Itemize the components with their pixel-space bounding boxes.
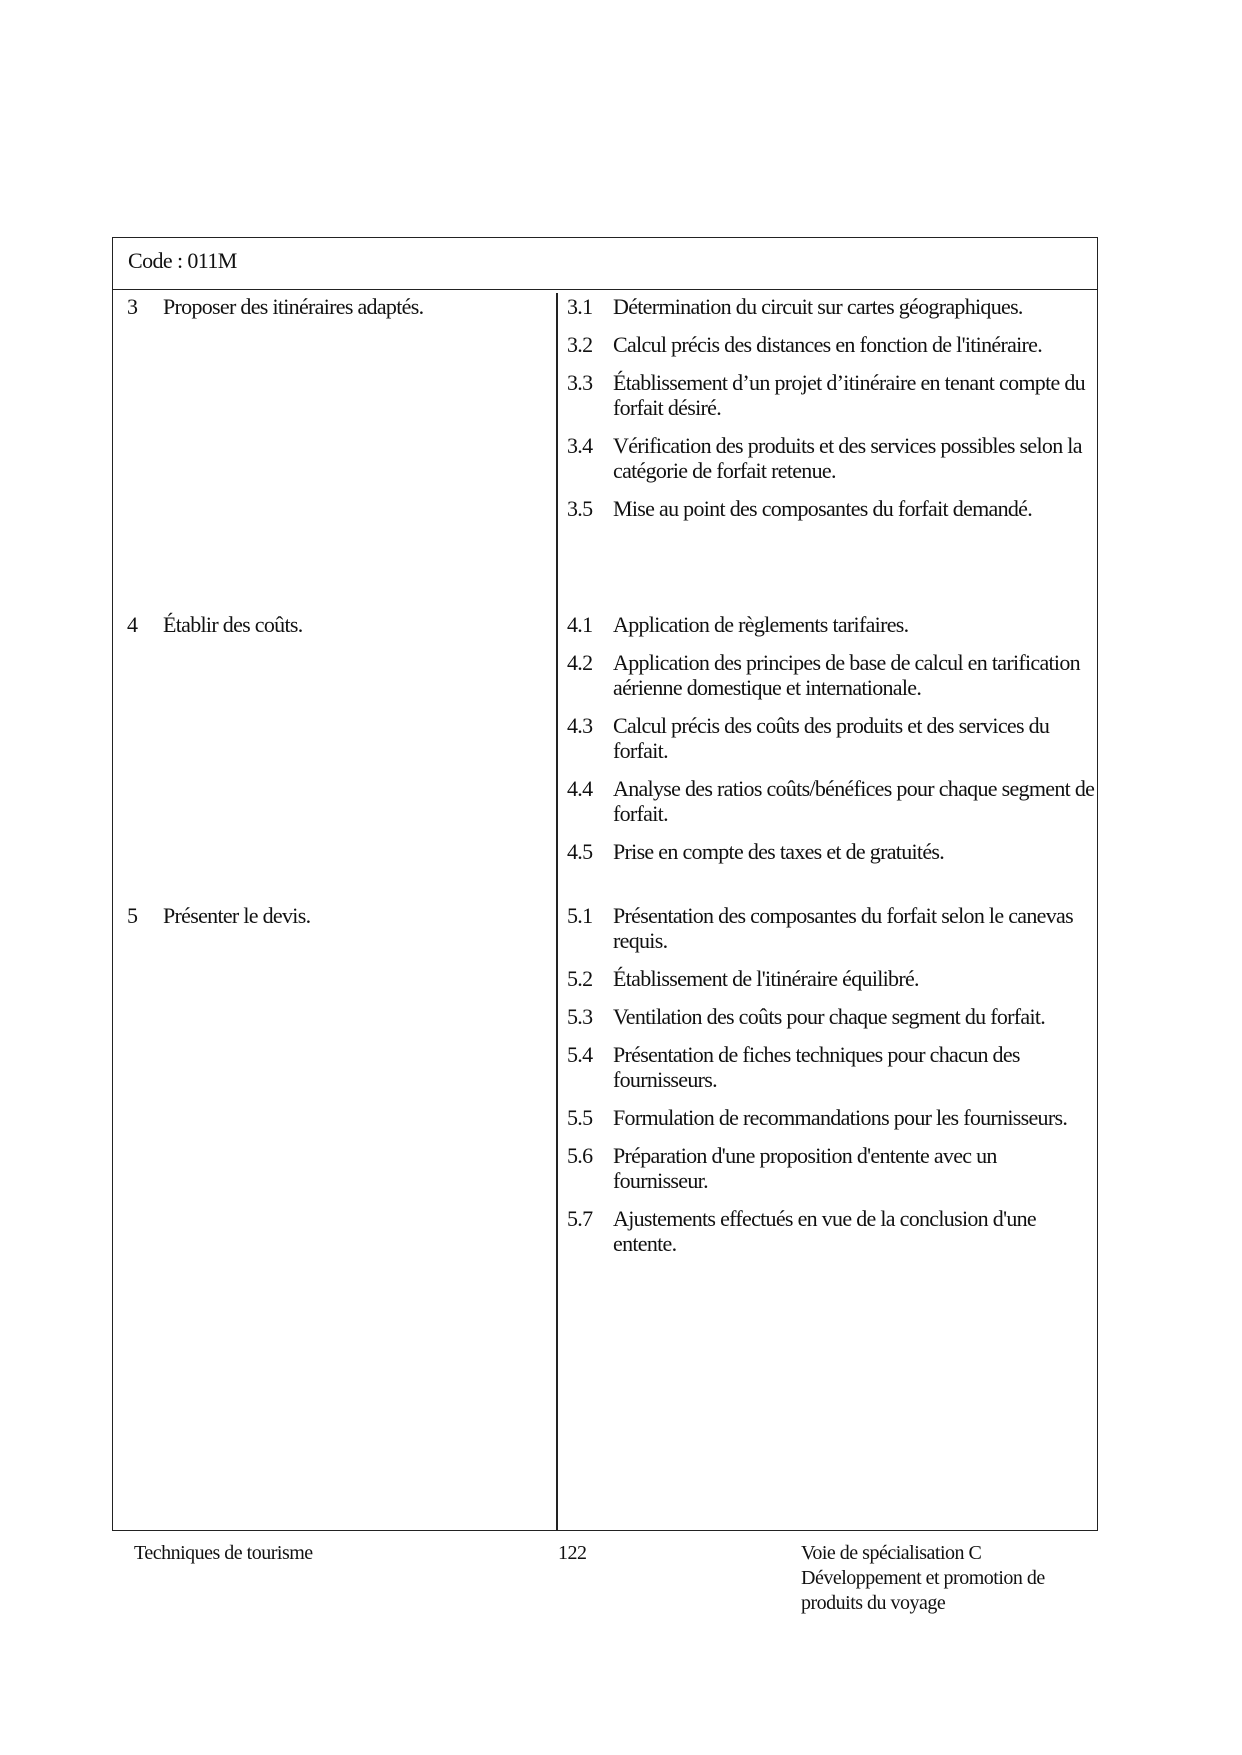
competency-label: Établir des coûts. xyxy=(163,612,303,637)
criterion-4-2: 4.2 Application des principes de base de calcul en tarification aérienne domestique et internationale. xyxy=(567,650,1080,700)
criterion-4-1: 4.1 Application de règlements tarifaires. xyxy=(567,612,909,637)
competency-3 xyxy=(127,294,423,320)
footer-specialization-line2: Développement et promotion de xyxy=(801,1567,1045,1589)
criterion-4-3: 4.3 Calcul précis des coûts des produits et des services du forfait. xyxy=(567,713,1050,763)
criterion-5-2: 5.2 Établissement de l'itinéraire équilibré. xyxy=(567,966,919,991)
competency-table xyxy=(112,237,1098,1531)
competency-5 xyxy=(127,903,310,929)
competency-number: 3 xyxy=(127,294,138,319)
criterion-5-6: 5.6 Préparation d'une proposition d'entente avec un fournisseur. xyxy=(567,1143,997,1193)
footer-specialization-line3: produits du voyage xyxy=(801,1592,946,1614)
criterion-5-7: 5.7 Ajustements effectués en vue de la conclusion d'une entente. xyxy=(567,1206,1036,1256)
competency-4 xyxy=(127,612,303,638)
criterion-4-4: 4.4 Analyse des ratios coûts/bénéfices pour chaque segment de forfait. xyxy=(567,776,1095,826)
column-divider xyxy=(556,293,558,1530)
code-row xyxy=(113,238,1097,290)
competency-number: 4 xyxy=(127,612,138,637)
criterion-4-5: 4.5 Prise en compte des taxes et de gratuités. xyxy=(567,839,945,864)
footer-program: Techniques de tourisme xyxy=(134,1542,313,1564)
criteria-list-4 xyxy=(567,612,1095,877)
criterion-3-2: 3.2 Calcul précis des distances en fonction de l'itinéraire. xyxy=(567,332,1043,357)
competency-label: Proposer des itinéraires adaptés. xyxy=(163,294,424,319)
criteria-list-5 xyxy=(567,903,1095,1269)
criterion-5-3: 5.3 Ventilation des coûts pour chaque segment du forfait. xyxy=(567,1004,1046,1029)
criteria-list-3 xyxy=(567,294,1095,534)
criterion-3-5: 3.5 Mise au point des composantes du forfait demandé. xyxy=(567,496,1033,521)
criterion-3-1: 3.1 Détermination du circuit sur cartes géographiques. xyxy=(567,294,1023,319)
competency-label: Présenter le devis. xyxy=(163,903,311,928)
code-label: Code : 011M xyxy=(128,248,237,273)
criterion-3-3: 3.3 Établissement d’un projet d’itinéraire en tenant compte du forfait désiré. xyxy=(567,370,1085,420)
criterion-5-4: 5.4 Présentation de fiches techniques pour chacun des fournisseurs. xyxy=(567,1042,1020,1092)
competency-number: 5 xyxy=(127,903,138,928)
footer-specialization xyxy=(801,1541,1101,1616)
criterion-5-5: 5.5 Formulation de recommandations pour les fournisseurs. xyxy=(567,1105,1068,1130)
footer-specialization-line1: Voie de spécialisation C xyxy=(801,1542,982,1564)
criterion-3-4: 3.4 Vérification des produits et des services possibles selon la catégorie de forfait retenue. xyxy=(567,433,1082,483)
criterion-5-1: 5.1 Présentation des composantes du forfait selon le canevas requis. xyxy=(567,903,1073,953)
footer-page-number: 122 xyxy=(558,1542,587,1564)
